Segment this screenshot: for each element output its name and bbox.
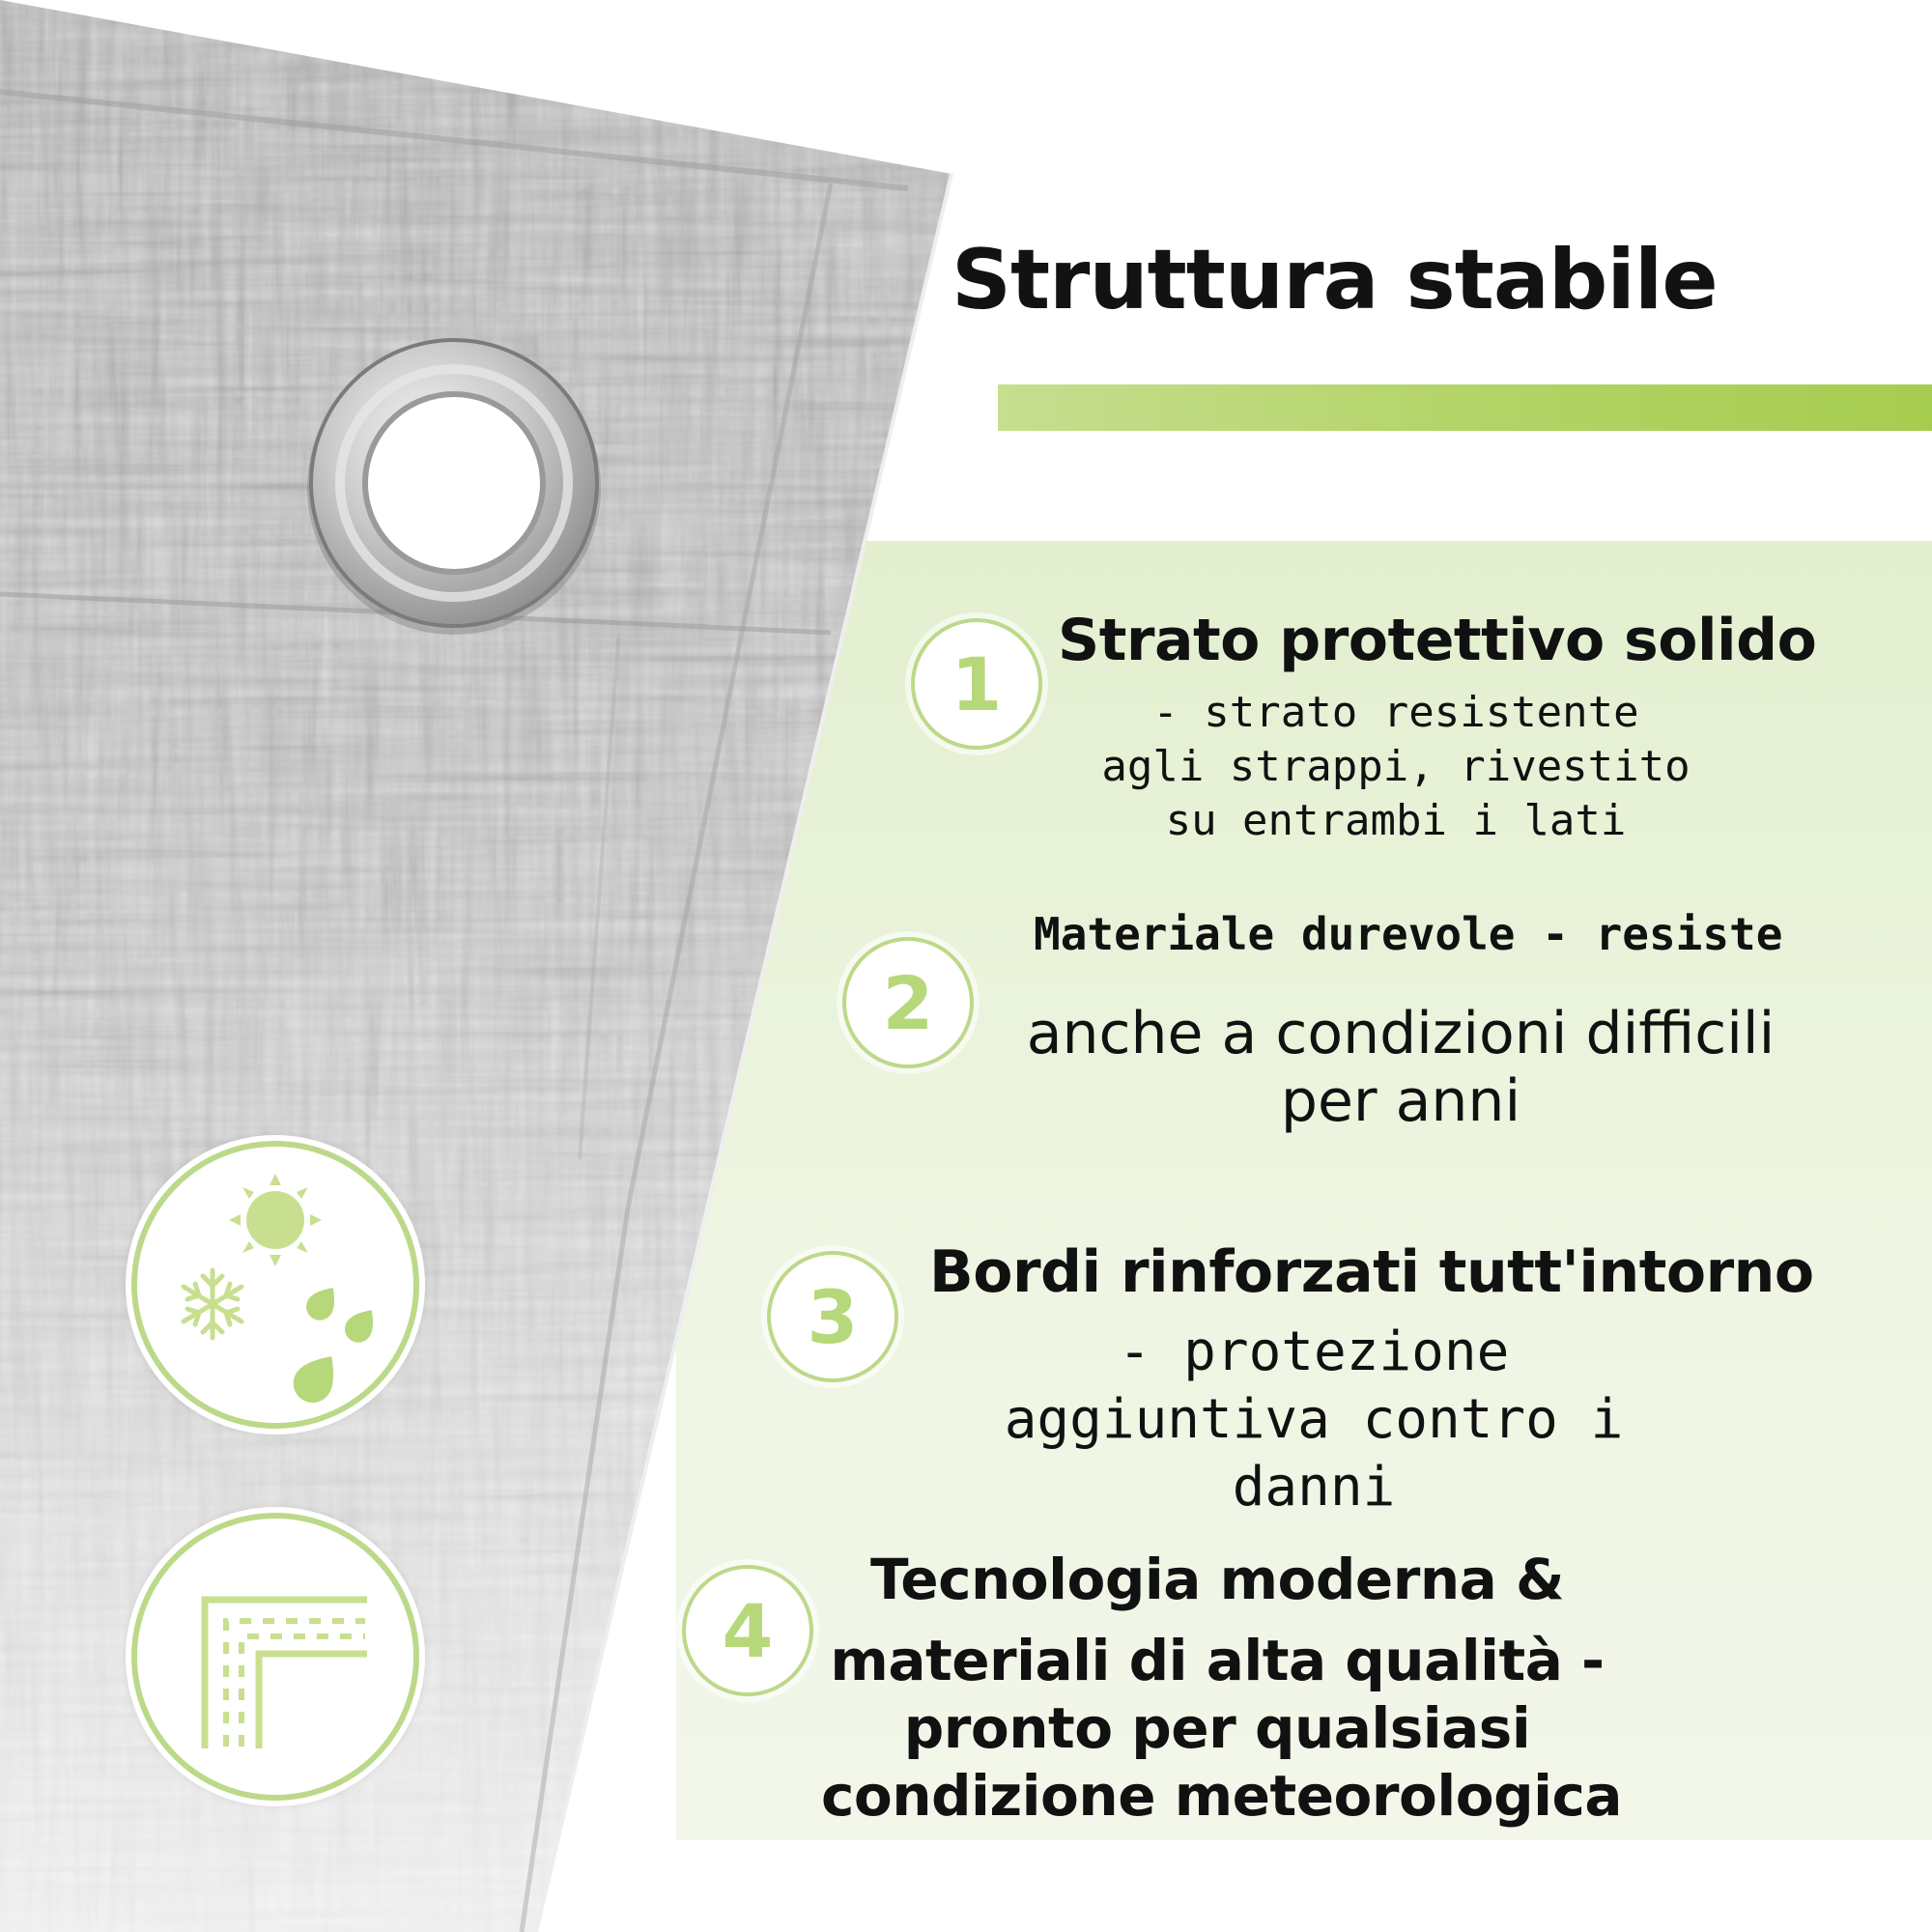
feature-2-line-1: anche a condizioni difficili	[1026, 1000, 1776, 1067]
feature-1-line-2: agli strappi, rivestito	[1101, 742, 1690, 791]
feature-3-heading: Bordi rinforzati tutt'intorno	[929, 1238, 1814, 1306]
title-accent-bar	[998, 384, 1932, 431]
feature-4-line-2: pronto per qualsiasi	[903, 1695, 1531, 1761]
weather-icon-circle	[126, 1135, 425, 1435]
feature-4-line-1: materiali di alta qualità -	[830, 1628, 1605, 1693]
feature-2-body	[1014, 1000, 1787, 1135]
reinforced-edge-icon-circle	[126, 1507, 425, 1806]
reinforced-edge-icon	[126, 1507, 425, 1806]
grommet	[307, 340, 601, 635]
page-title: Struttura stabile	[952, 232, 1718, 328]
weather-icon	[126, 1135, 425, 1435]
feature-1-heading: Strato protettivo solido	[1058, 607, 1817, 674]
feature-3-badge	[767, 1251, 898, 1382]
feature-4-heading-line: Tecnologia moderna &	[869, 1547, 1565, 1612]
feature-3-line-2: aggiuntiva contro i	[1004, 1388, 1624, 1451]
feature-4-badge	[682, 1565, 813, 1696]
feature-2-line-2: per anni	[1280, 1067, 1521, 1135]
feature-3-number: 3	[807, 1273, 859, 1360]
feature-2-number: 2	[882, 959, 934, 1046]
feature-4-number: 4	[722, 1587, 774, 1674]
feature-1-body	[1063, 686, 1729, 848]
feature-2-heading: Materiale durevole - resiste	[1034, 908, 1783, 960]
feature-1-line-1: - strato resistente	[1152, 688, 1639, 737]
feature-3-line-1: - protezione	[1118, 1321, 1510, 1383]
feature-3-line-3: danni	[1232, 1456, 1396, 1519]
feature-4-line-3: condizione meteorologica	[821, 1763, 1622, 1829]
feature-1-line-3: su entrambi i lati	[1165, 796, 1627, 845]
feature-1-badge	[911, 618, 1042, 750]
feature-3-body	[927, 1319, 1700, 1521]
feature-4-heading	[821, 1546, 1622, 1830]
feature-1-number: 1	[951, 640, 1003, 727]
feature-2-badge	[842, 937, 974, 1068]
